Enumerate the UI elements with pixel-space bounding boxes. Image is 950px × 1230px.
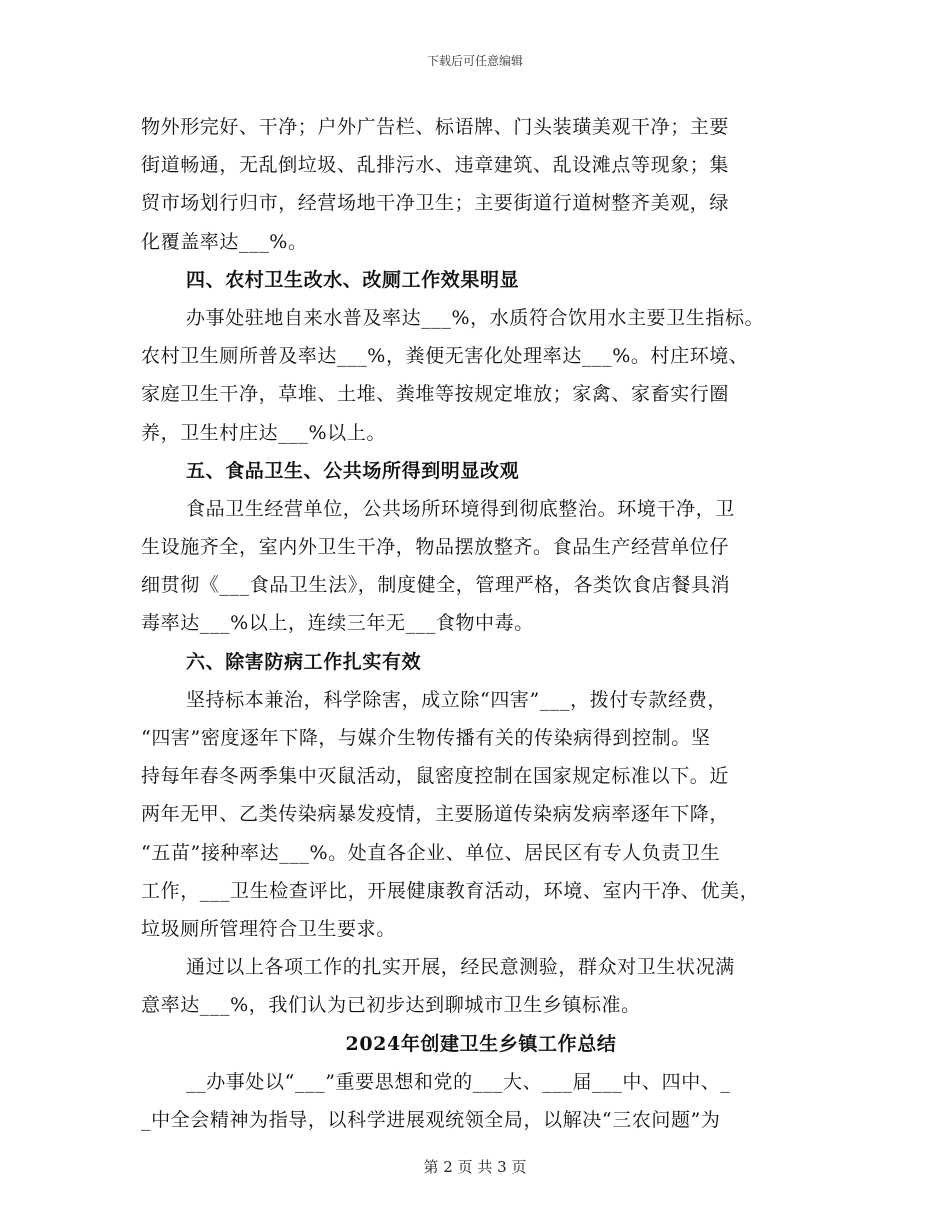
paragraph-line: “四害”密度逐年下降，与媒介生物传播有关的传染病得到控制。坚: [141, 727, 711, 749]
paragraph-line: 坚持标本兼治，科学除害，成立除“四害”___，拨付专款经费，: [186, 688, 727, 711]
paragraph-line: 细贯彻《___食品卫生法》，制度健全，管理严格，各类饮食店餐具消: [141, 574, 731, 597]
section-heading-6: 六、除害防病工作扎实有效: [186, 650, 422, 673]
paragraph-line: 食品卫生经营单位，公共场所环境得到彻底整治。环境干净，卫: [186, 497, 735, 520]
paragraph-line: 工作，___卫生检查评比，开展健康教育活动，环境、室内干净、优美，: [141, 879, 760, 902]
page-header: 下载后可任意编辑: [426, 54, 523, 68]
paragraph-line: 生设施齐全，室内外卫生干净，物品摆放整齐。食品生产经营单位仔: [141, 536, 730, 559]
paragraph-line: 贸市场划行归市，经营场地干净卫生；主要街道行道树整齐美观，绿: [141, 192, 730, 215]
page-footer: 第 2 页 共 3 页: [423, 1158, 527, 1176]
paragraph-line: 持每年春冬两季集中灭鼠活动，鼠密度控制在国家规定标准以下。近: [141, 765, 730, 788]
paragraph-line: 农村卫生厕所普及率达___%，粪便无害化处理率达___%。村庄环境、: [141, 345, 749, 368]
paragraph-line: 毒率达___%以上，连续三年无___食物中毒。: [141, 612, 534, 635]
paragraph-line: 两年无甲、乙类传染病暴发疫情，主要肠道传染病发病率逐年下降，: [141, 803, 730, 826]
paragraph-line: 通过以上各项工作的扎实开展，经民意测验，群众对卫生状况满: [186, 956, 735, 979]
section-heading-4: 四、农村卫生改水、改厕工作效果明显: [186, 268, 520, 291]
paragraph-line: “五苗”接种率达___%。处直各企业、单位、居民区有专人负责卫生: [141, 841, 721, 864]
paragraph-line: 物外形完好、干净；户外广告栏、标语牌、门头装璜美观干净；主要: [141, 116, 730, 138]
document-title: 2024年创建卫生乡镇工作总结: [345, 1032, 617, 1055]
paragraph-line: 养，卫生村庄达___%以上。: [141, 421, 386, 444]
paragraph-line: 办事处驻地自来水普及率达___%，水质符合饮用水主要卫生指标。: [186, 306, 765, 329]
paragraph-line: _中全会精神为指导，以科学进展观统领全局，以解决“三农问题”为: [141, 1108, 721, 1131]
paragraph-line: 街道畅通，无乱倒垃圾、乱排污水、违章建筑、乱设滩点等现象；集: [141, 154, 730, 177]
paragraph-line: 化覆盖率达___%。: [141, 230, 308, 253]
paragraph-line: 意率达___%，我们认为已初步达到聊城市卫生乡镇标准。: [141, 994, 641, 1017]
paragraph-line: 垃圾厕所管理符合卫生要求。: [141, 917, 396, 940]
document-body: [141, 108, 821, 1139]
paragraph-line: 家庭卫生干净，草堆、土堆、粪堆等按规定堆放；家禽、家畜实行圈: [141, 383, 730, 406]
paragraph-line: __办事处以“___”重要思想和党的___大、___届___中、四中、_: [186, 1070, 731, 1093]
section-heading-5: 五、食品卫生、公共场所得到明显改观: [186, 459, 520, 482]
